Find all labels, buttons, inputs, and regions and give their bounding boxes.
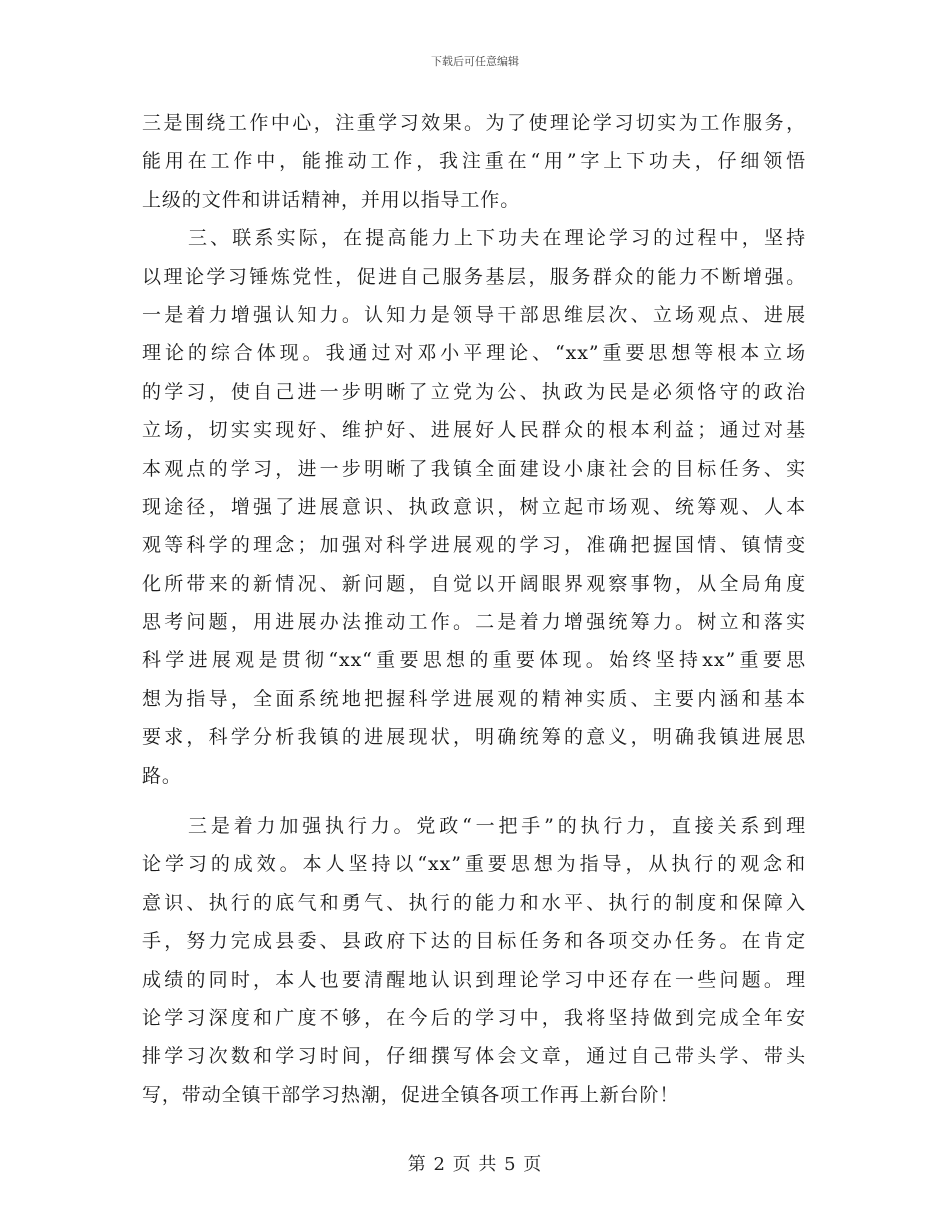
text-line: 现途径，增强了进展意识、执政意识，树立起市场观、统筹观、人本 xyxy=(142,495,806,518)
text-line: 能用在工作中，能推动工作，我注重在“用”字上下功夫，仔细领悟 xyxy=(142,150,806,173)
text-line: 的学习，使自己进一步明晰了立党为公、执政为民是必须恪守的政治 xyxy=(142,380,806,403)
page-number: 第 2 页 共 5 页 xyxy=(407,1154,543,1175)
text-line: 要求，科学分析我镇的进展现状，明确统筹的意义，明确我镇进展思 xyxy=(142,726,806,749)
text-line: 立场，切实实现好、维护好、进展好人民群众的根本利益；通过对基 xyxy=(142,419,806,442)
text-line: 理论的综合体现。我通过对邓小平理论、“xx”重要思想等根本立场 xyxy=(142,342,806,365)
text-line: 一是着力增强认知力。认知力是领导干部思维层次、立场观点、进展 xyxy=(142,303,806,326)
paragraph-2 xyxy=(142,219,806,795)
text-line: 论学习深度和广度不够，在今后的学习中，我将坚持做到完成全年安 xyxy=(142,1006,806,1029)
text-line: 化所带来的新情况、新问题，自觉以开阔眼界观察事物，从全局角度 xyxy=(142,572,806,595)
text-line: 三、联系实际，在提高能力上下功夫在理论学习的过程中，坚持 xyxy=(188,227,806,250)
paragraph-1 xyxy=(142,104,806,219)
text-line: 观等科学的理念；加强对科学进展观的学习，准确把握国情、镇情变 xyxy=(142,534,806,557)
text-line: 科学进展观是贯彻“xx“重要思想的重要体现。始终坚持xx”重要思 xyxy=(142,649,806,672)
text-line: 路。 xyxy=(142,764,182,787)
text-line: 思考问题，用进展办法推动工作。二是着力增强统筹力。树立和落实 xyxy=(142,611,806,634)
text-line: 以理论学习锤炼党性，促进自己服务基层，服务群众的能力不断增强。 xyxy=(142,265,806,288)
text-line: 排学习次数和学习时间，仔细撰写体会文章，通过自己带头学、带头 xyxy=(142,1045,806,1068)
text-line: 三是围绕工作中心，注重学习效果。为了使理论学习切实为工作服务， xyxy=(142,112,806,134)
text-line: 三是着力加强执行力。党政“一把手”的执行力，直接关系到理 xyxy=(188,815,806,838)
text-line: 想为指导，全面系统地把握科学进展观的精神实质、主要内涵和基本 xyxy=(142,687,806,710)
document-body xyxy=(142,104,806,1114)
text-line: 本观点的学习，进一步明晰了我镇全面建设小康社会的目标任务、实 xyxy=(142,457,806,480)
text-line: 手，努力完成县委、县政府下达的目标任务和各项交办任务。在肯定 xyxy=(142,930,806,953)
text-line: 论学习的成效。本人坚持以“xx”重要思想为指导，从执行的观念和 xyxy=(142,853,806,876)
paragraph-3 xyxy=(142,807,806,1114)
text-line: 意识、执行的底气和勇气、执行的能力和水平、执行的制度和保障入 xyxy=(142,891,806,914)
paragraph-spacer xyxy=(142,795,806,807)
page-header: 下载后可任意编辑 xyxy=(431,55,519,68)
text-line: 成绩的同时，本人也要清醒地认识到理论学习中还存在一些问题。理 xyxy=(142,968,806,991)
text-line: 写，带动全镇干部学习热潮，促进全镇各项工作再上新台阶！ xyxy=(142,1083,680,1106)
text-line: 上级的文件和讲话精神，并用以指导工作。 xyxy=(142,188,521,211)
